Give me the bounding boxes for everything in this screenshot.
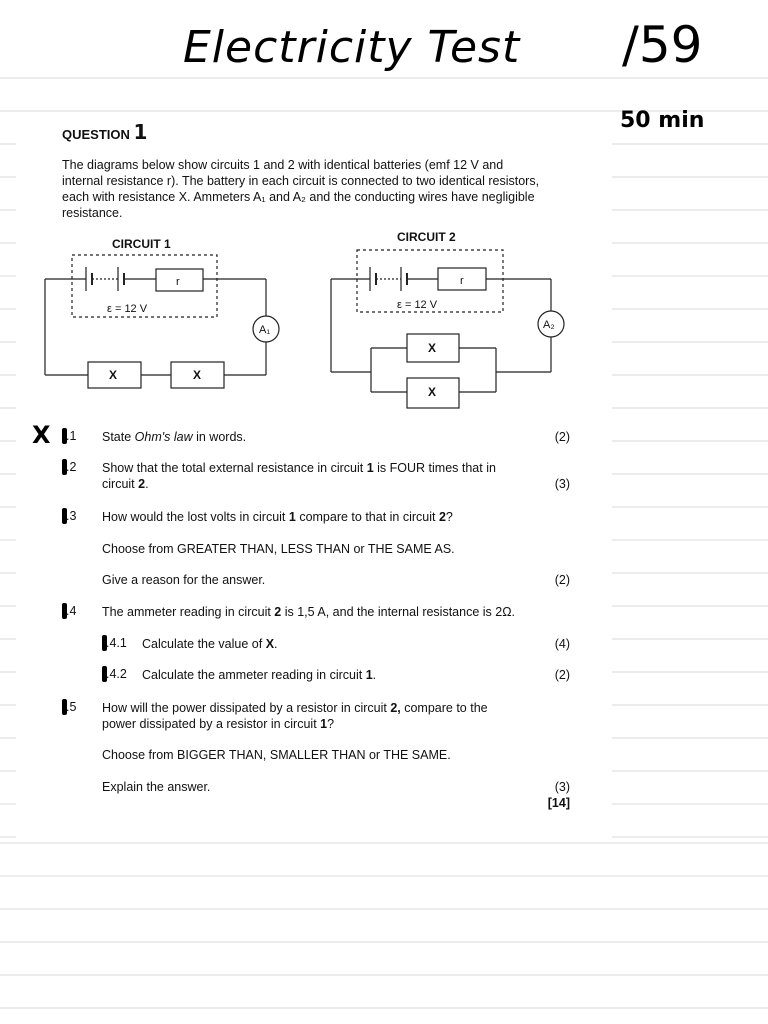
question-1-4-2-text: Calculate the ammeter reading in circuit 1. [142,668,377,682]
handwritten-cross-mark: X [32,421,51,449]
question-1-2-marks: (3) [554,477,570,491]
question-heading-text: QUESTION [62,127,130,142]
handwritten-title: Electricity Test [183,22,521,73]
question-1-4-text: The ammeter reading in circuit 2 is 1,5 A, and the internal resistance is 2Ω. [102,605,516,619]
circuit-2-title: CIRCUIT 2 [397,230,456,244]
question-1-5-line-3: Choose from BIGGER THAN, SMALLER THAN or THE SAME. [102,748,451,762]
question-total-marks: [14] [547,796,570,810]
circuit-1-r-label: r [176,276,180,288]
question-1-4-1-text: Calculate the value of X. [142,637,278,651]
question-1-2-line-2: circuit 2. [102,477,149,491]
circuit-1-resistor-a-label: X [109,368,118,382]
intro-line-1: The diagrams below show circuits 1 and 2 with identical batteries (emf 12 V and [62,158,504,172]
question-1-1-number: .1 [62,428,76,446]
circuit-2-ammeter-label: A₂ [543,319,555,331]
question-1-4-number: .4 [62,603,76,621]
question-1-2-line-1: Show that the total external resistance in circuit 1 is FOUR times that in [102,461,496,475]
question-1-3-line-2: Choose from GREATER THAN, LESS THAN or THE SAME AS. [102,542,455,556]
question-1-5-line-2: power dissipated by a resistor in circuit 1? [102,717,335,731]
question-heading-number: 1 [133,120,148,144]
circuit-1-resistor-b-label: X [193,368,202,382]
handwritten-time: 50 min [620,108,705,133]
circuit-2-r-label: r [460,275,464,287]
question-1-5-line-1: How will the power dissipated by a resistor in circuit 2, compare to the [102,701,488,715]
circuit-2-diagram [331,250,564,408]
question-1-4-1-number: .4.1 [102,635,127,653]
question-1-5-marks: (3) [554,780,570,794]
question-1-3-number: .3 [62,508,76,526]
question-1-3-marks: (2) [554,573,570,587]
question-1-1-text: State Ohm's law in words. [102,430,247,444]
question-1-3-line-1: How would the lost volts in circuit 1 compare to that in circuit 2? [102,510,453,524]
circuit-2-resistor-a-label: X [428,341,437,355]
circuit-2-emf-label: ε = 12 V [397,299,438,311]
handwritten-total-marks: /59 [622,16,703,74]
question-1-4-2-number: .4.2 [102,666,127,684]
question-1-4-2-marks: (2) [554,668,570,682]
circuit-1-diagram [45,255,279,388]
circuit-1-ammeter-label: A₁ [259,324,271,336]
intro-line-2: internal resistance r). The battery in each circuit is connected to two identical resistors, [62,174,540,188]
circuit-1-emf-label: ε = 12 V [107,303,148,315]
question-1-1-marks: (2) [554,430,570,444]
circuit-1-title: CIRCUIT 1 [112,237,171,251]
question-1-3-line-3: Give a reason for the answer. [102,573,266,587]
circuit-2-resistor-b-label: X [428,385,437,399]
question-1-4-1-marks: (4) [554,637,570,651]
question-1-5-line-4: Explain the answer. [102,780,211,794]
intro-line-4: resistance. [62,206,123,220]
question-1-2-number: .2 [62,459,76,477]
question-1-5-number: .5 [62,699,76,717]
intro-line-3: each with resistance X. Ammeters A₁ and A₂ and the conducting wires have negligible [62,190,535,204]
